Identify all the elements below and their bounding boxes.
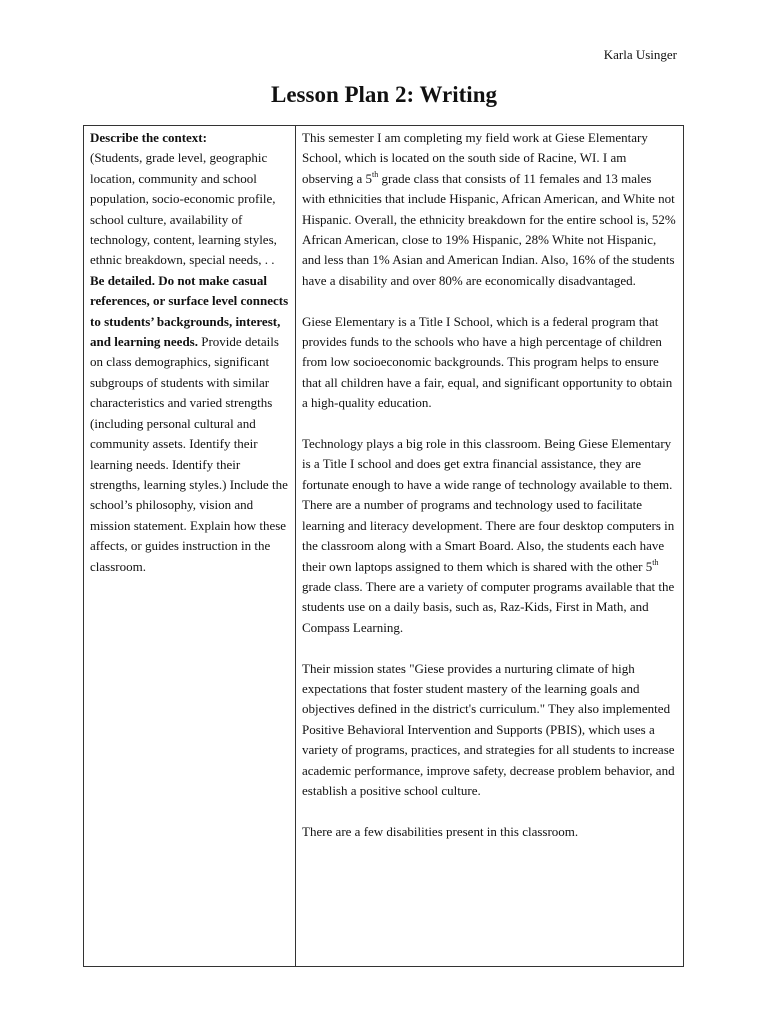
- response-cell: [296, 126, 684, 967]
- prompt-heading: Describe the context:: [90, 130, 207, 145]
- prompt-text-2: Provide details on class demographics, significant subgroups of students with similar characteristics and varied strengths (including personal cultural and community assets. Identify their learning needs. Identify their strengths, learning styles.) Include the school’s philosophy, vision and mission statement. Explain how these affects, or guides instruction in the classroom.: [90, 334, 288, 574]
- prompt-cell: [84, 126, 296, 967]
- prompt-emphasis: Be detailed. Do not make casual references, or surface level connects to students’ backgrounds, interest, and learning needs.: [90, 272, 289, 350]
- response-paragraph-technology: [302, 434, 677, 638]
- response-p1-superscript: th: [372, 169, 379, 179]
- response-paragraph-disabilities: There are a few disabilities present in this classroom.: [302, 823, 579, 839]
- author-name: Karla Usinger: [603, 47, 677, 62]
- response-p3-superscript: th: [652, 557, 659, 567]
- page-title: Lesson Plan 2: Writing: [271, 82, 497, 107]
- response-p3-text-b: grade class. There are a variety of computer programs available that the students use on a daily basis, such as, Raz-Kids, First in Math, and Compass Learning.: [302, 578, 675, 635]
- prompt-text-1: (Students, grade level, geographic location, community and school population, socio-economic profile, school culture, availability of technology, content, learning styles, ethnic breakdown, special needs, . .: [90, 150, 277, 268]
- context-row: [84, 126, 684, 967]
- response-p3-text-a: Technology plays a big role in this classroom. Being Giese Elementary is a Title I school and does get extra financial assistance, they are fortunate enough to have a wide range of technology available to them. There are a number of programs and technology used to facilitate learning and literacy development. There are four desktop computers in the classroom along with a Smart Board. Also, the students each have their own laptops assigned to them which is shared with the other 5: [302, 436, 675, 574]
- lesson-plan-table: [83, 125, 684, 967]
- response-p1-text-a: This semester I am completing my field work at Giese Elementary School, which is located on the south side of Racine, WI. I am observing a 5: [302, 130, 648, 186]
- response-p1-text-b: grade class that consists of 11 females and 13 males with ethnicities that include Hispanic, African American, and White not Hispanic. Overall, the ethnicity breakdown for the entire school is, 52% African American, close to 19% Hispanic, 28% White not Hispanic, and less than 1% Asian and American Indian. Also, 16% of the students have a disability and over 80% are economically disadvantaged.: [302, 170, 676, 288]
- response-paragraph-title-one: Giese Elementary is a Title I School, which is a federal program that provides funds to the schools who have a high percentage of children from low socioeconomic backgrounds. This program helps to ensure that all children have a fair, equal, and significant opportunity to obtain a high-quality education.: [302, 313, 673, 411]
- response-paragraph-school: [302, 128, 677, 291]
- response-paragraph-mission: Their mission states "Giese provides a nurturing climate of high expectations that foster student mastery of the learning goals and objectives defined in the district's curriculum." They also implemented Positive Behavioral Intervention and Supports (PBIS), which uses a variety of programs, practices, and strategies for all students to increase academic performance, improve safety, decrease problem behavior, and establish a positive school culture.: [302, 660, 675, 798]
